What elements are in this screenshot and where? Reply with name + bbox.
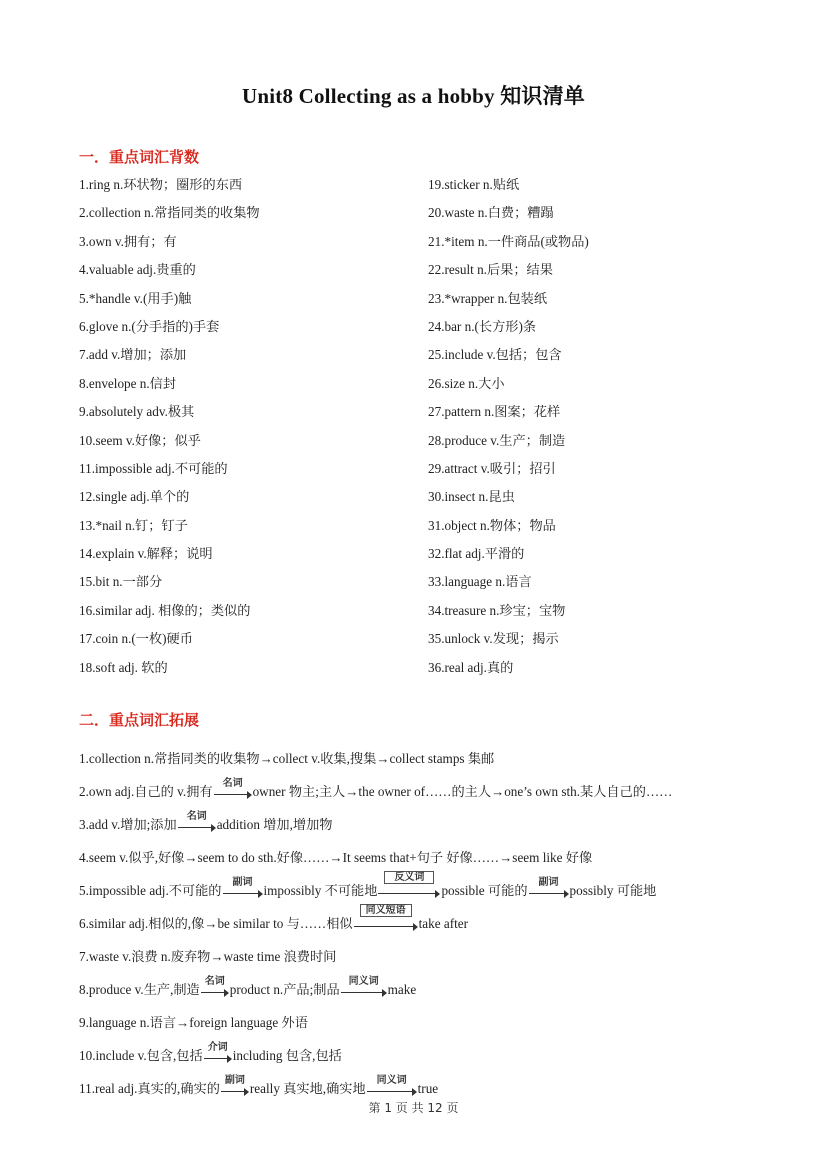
- extension-item: [79, 899, 672, 932]
- vocab-item: 23.*wrapper n.包装纸: [428, 290, 548, 306]
- extension-text: 2.own adj.自己的 v.拥有: [79, 784, 213, 799]
- section-heading-vocab: 一．重点词汇背数: [79, 148, 200, 166]
- vocab-item: 14.explain v.解释；说明: [79, 546, 213, 562]
- labeled-arrow-icon: 介词: [204, 1042, 232, 1064]
- extension-text: really 真实地,确实地: [249, 1081, 366, 1096]
- vocab-item: 24.bar n.(长方形)条: [428, 318, 537, 334]
- vocab-item: 35.unlock v.发现；揭示: [428, 631, 559, 647]
- extension-text: impossibly 不可能地: [263, 883, 378, 898]
- extension-text: product n.产品;制品: [229, 982, 340, 997]
- vocab-list-left: [79, 171, 260, 682]
- vocab-item: 22.result n.后果；结果: [428, 262, 553, 278]
- extension-text: possibly 可能地: [569, 883, 657, 898]
- vocab-item: 3.own v.拥有；有: [79, 233, 177, 249]
- page-footer: 第 1 页 共 12 页: [368, 1101, 459, 1115]
- extension-item: [79, 998, 672, 1031]
- extension-text: 8.produce v.生产,制造: [79, 982, 200, 997]
- labeled-arrow-icon: 副词: [221, 1075, 249, 1097]
- extension-text: addition 增加,增加物: [216, 817, 333, 832]
- labeled-arrow-icon: 同义短语: [354, 910, 418, 932]
- vocab-item: 36.real adj.真的: [428, 659, 514, 675]
- vocab-item: 6.glove n.(分手指的)手套: [79, 318, 220, 334]
- extension-text: 4.seem v.似乎,好像→seem to do sth.好像……→It seems that+句子 好像……→seem like 好像: [79, 850, 593, 865]
- labeled-arrow-icon: 同义词: [367, 1075, 417, 1097]
- extension-item: [79, 932, 672, 965]
- page-title: Unit8 Collecting as a hobby 知识清单: [241, 84, 585, 108]
- extension-text: 9.language n.语言→foreign language 外语: [79, 1015, 308, 1030]
- vocab-item: 20.waste n.白费；糟蹋: [428, 205, 554, 221]
- vocab-item: 10.seem v.好像；似乎: [79, 432, 201, 448]
- extension-text: 3.add v.增加;添加: [79, 817, 177, 832]
- extension-item: [79, 1064, 672, 1097]
- extension-item: [79, 800, 672, 833]
- vocab-item: 29.attract v.吸引；招引: [428, 460, 556, 476]
- extension-text: including 包含,包括: [232, 1048, 342, 1063]
- vocab-item: 19.sticker n.贴纸: [428, 177, 520, 192]
- extension-text: take after: [418, 916, 469, 931]
- vocab-item: 26.size n.大小: [428, 375, 505, 391]
- vocab-item: 13.*nail n.钉；钉子: [79, 517, 188, 533]
- vocab-item: 32.flat adj.平滑的: [428, 546, 525, 562]
- labeled-arrow-icon: 同义词: [341, 976, 387, 998]
- extension-list: [79, 734, 672, 1097]
- vocab-item: 34.treasure n.珍宝；宝物: [428, 602, 566, 618]
- extension-text: owner 物主;主人→the owner of……的主人→one’s own sth.某人自己的……: [252, 784, 673, 799]
- extension-item: [79, 767, 672, 800]
- extension-text: 10.include v.包含,包括: [79, 1048, 203, 1063]
- extension-text: 6.similar adj.相似的,像→be similar to 与……相似: [79, 916, 353, 931]
- vocab-item: 5.*handle v.(用手)触: [79, 290, 192, 306]
- vocab-item: 1.ring n.环状物；圈形的东西: [79, 177, 243, 192]
- vocab-item: 12.single adj.单个的: [79, 489, 190, 505]
- vocab-item: 9.absolutely adv.极其: [79, 404, 195, 420]
- section-heading-extension: 二．重点词汇拓展: [79, 711, 200, 729]
- extension-item: [79, 833, 672, 866]
- labeled-arrow-icon: 名词: [214, 778, 252, 800]
- extension-text: make: [387, 982, 417, 997]
- extension-item: [79, 965, 672, 998]
- extension-text: 5.impossible adj.不可能的: [79, 883, 222, 898]
- vocab-item: 11.impossible adj.不可能的: [79, 460, 228, 476]
- extension-text: possible 可能的: [441, 883, 528, 898]
- extension-text: 1.collection n.常指同类的收集物→collect v.收集,搜集→collect stamps 集邮: [79, 751, 495, 766]
- vocab-item: 8.envelope n.信封: [79, 375, 177, 391]
- vocab-item: 15.bit n.一部分: [79, 574, 163, 590]
- vocab-item: 28.produce v.生产；制造: [428, 432, 566, 448]
- vocab-item: 27.pattern n.图案；花样: [428, 404, 561, 420]
- labeled-arrow-icon: 副词: [529, 877, 569, 899]
- vocab-item: 33.language n.语言: [428, 574, 532, 590]
- extension-text: 7.waste v.浪费 n.废弃物→waste time 浪费时间: [79, 949, 337, 964]
- vocab-item: 31.object n.物体；物品: [428, 517, 556, 533]
- vocab-item: 4.valuable adj.贵重的: [79, 262, 196, 278]
- vocab-item: 17.coin n.(一枚)硬币: [79, 631, 193, 647]
- vocab-item: 16.similar adj. 相像的；类似的: [79, 602, 251, 618]
- extension-text: true: [417, 1081, 439, 1096]
- extension-item: [79, 866, 672, 899]
- vocab-item: 7.add v.增加；添加: [79, 347, 187, 363]
- vocab-item: 30.insect n.昆虫: [428, 489, 515, 505]
- labeled-arrow-icon: 名词: [178, 811, 216, 833]
- labeled-arrow-icon: 名词: [201, 976, 229, 998]
- vocab-item: 18.soft adj. 软的: [79, 659, 168, 675]
- labeled-arrow-icon: 副词: [223, 877, 263, 899]
- vocab-item: 21.*item n.一件商品(或物品): [428, 233, 589, 249]
- extension-item: [79, 734, 672, 767]
- vocab-item: 2.collection n.常指同类的收集物: [79, 205, 260, 221]
- labeled-arrow-icon: 反义词: [378, 877, 440, 899]
- extension-item: [79, 1031, 672, 1064]
- vocab-list-right: [428, 171, 589, 682]
- extension-text: 11.real adj.真实的,确实的: [79, 1081, 220, 1096]
- vocab-item: 25.include v.包括；包含: [428, 347, 562, 363]
